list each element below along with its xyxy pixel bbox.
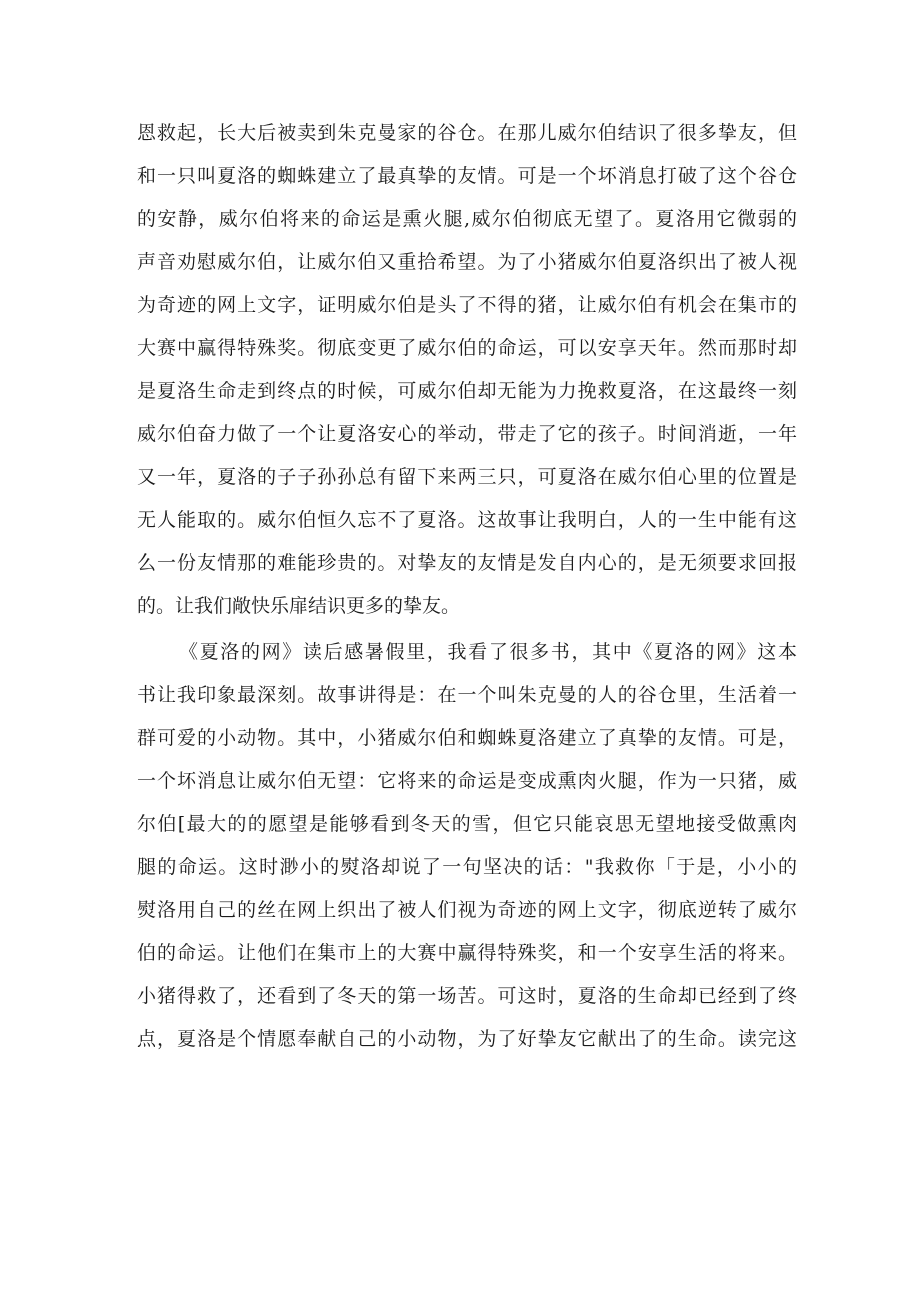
text-line: 是夏洛生命走到终点的时候，可威尔伯却无能为力挽救夏洛，在这最终一刻 xyxy=(137,380,797,402)
text-line: 大赛中赢得特殊奖。彻底变更了威尔伯的命运，可以安享天年。然而那时却 xyxy=(137,337,797,359)
text-line: 小猪得救了，还看到了冬天的第一场苦。可这时，夏洛的生命却已经到了终 xyxy=(137,985,797,1007)
text-line: 和一只叫夏洛的蜘蛛建立了最真挚的友情。可是一个坏消息打破了这个谷仓 xyxy=(137,165,797,187)
text-line: 恩救起，长大后被卖到朱克曼家的谷仓。在那儿威尔伯结识了很多挚友，但 xyxy=(137,122,797,144)
text-line: 一个坏消息让威尔伯无望：它将来的命运是变成熏肉火腿，作为一只猪，威 xyxy=(137,770,797,792)
text-line: 熨洛用自己的丝在网上织出了被人们视为奇迹的网上文字，彻底逆转了威尔 xyxy=(137,899,797,921)
document-body xyxy=(137,112,797,1061)
text-line: 无人能取的。威尔伯恒久忘不了夏洛。这故事让我明白，人的一生中能有这 xyxy=(137,509,797,531)
text-line: 伯的命运。让他们在集市上的大赛中赢得特殊奖，和一个安享生活的将来。 xyxy=(137,942,797,964)
text-line: 书让我印象最深刻。故事讲得是：在一个叫朱克曼的人的谷仓里，生活着一 xyxy=(137,684,797,706)
text-line: 腿的命运。这时渺小的熨洛却说了一句坚决的话："我救你「于是，小小的 xyxy=(137,856,797,878)
paragraph-1 xyxy=(137,112,797,628)
text-line: 《夏洛的网》读后感暑假里，我看了很多书，其中《夏洛的网》这本 xyxy=(179,641,797,663)
text-line: 么一份友情那的难能珍贵的。对挚友的友情是发自内心的，是无须要求回报 xyxy=(137,552,797,574)
text-line: 声音劝慰威尔伯，让威尔伯又重拾希望。为了小猪威尔伯夏洛织出了被人视 xyxy=(137,251,797,273)
text-line: 又一年，夏洛的子子孙孙总有留下来两三只，可夏洛在威尔伯心里的位置是 xyxy=(137,466,797,488)
text-line: 为奇迹的网上文字，证明威尔伯是头了不得的猪，让威尔伯有机会在集市的 xyxy=(137,294,797,316)
text-line: 威尔伯奋力做了一个让夏洛安心的举动，带走了它的孩子。时间消逝，一年 xyxy=(137,423,797,445)
text-line: 的安静，威尔伯将来的命运是熏火腿,威尔伯彻底无望了。夏洛用它微弱的 xyxy=(137,208,797,230)
text-line: 群可爱的小动物。其中，小猪威尔伯和蜘蛛夏洛建立了真挚的友情。可是， xyxy=(137,727,797,749)
paragraph-2 xyxy=(137,631,797,1061)
text-line: 尔伯[最大的的愿望是能够看到冬天的雪，但它只能哀思无望地接受做熏肉 xyxy=(137,813,797,835)
text-line: 的。让我们敞快乐扉结识更多的挚友。 xyxy=(137,595,461,617)
text-line: 点，夏洛是个情愿奉献自己的小动物，为了好挚友它献出了的生命。读完这 xyxy=(137,1028,797,1050)
